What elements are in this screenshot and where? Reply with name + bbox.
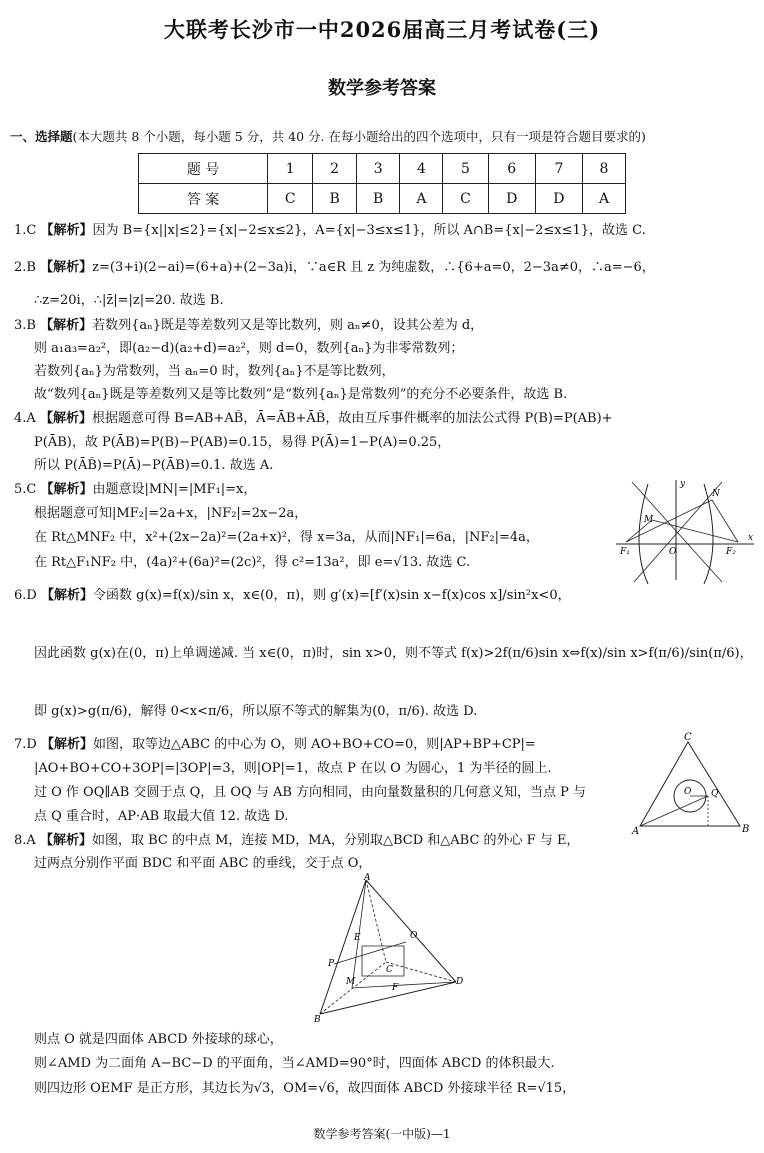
tetrahedron-figure — [310, 872, 470, 1024]
question-number: 2 — [313, 154, 357, 184]
analysis-tag: 【解析】 — [40, 588, 93, 603]
question-number: 1 — [268, 154, 313, 184]
question-number: 7 — [535, 154, 582, 184]
solution-2-line: ∴z=20i，∴|z̄|=|z|=20. 故选 B. — [34, 293, 224, 308]
figure-label: A — [364, 873, 371, 883]
solution-7-line: 点 Q 重合时，AP·AB 取最大值 12. 故选 D. — [34, 809, 289, 824]
solution-3-line: 故“数列{aₙ}既是等差数列又是等比数列”是“数列{aₙ}是常数列”的充分不必要条件，故选 B. — [34, 387, 568, 402]
solution-number: 1. — [14, 223, 27, 238]
solution-1-line — [14, 222, 754, 240]
solution-answer: C — [26, 482, 37, 497]
solution-2-line — [14, 259, 754, 277]
solution-answer: C — [26, 223, 37, 238]
answer-table-number-row — [139, 154, 626, 184]
solution-4-line: 所以 P(ĀB̄)=P(Ā)−P(ĀB)=0.1. 故选 A. — [34, 458, 274, 473]
solution-4-line: P(ĀB)，故 P(ĀB)=P(B)−P(AB)=0.15，易得 P(Ā)=1−P(A)=0.25， — [34, 435, 451, 450]
solution-answer: A — [26, 833, 36, 848]
page-footer: 数学参考答案(一中版)—1 — [313, 1127, 451, 1141]
analysis-tag: 【解析】 — [39, 411, 92, 426]
figure-label: x — [748, 533, 754, 543]
figure-label: F₁ — [620, 547, 630, 557]
solution-3-line: 则 a₁a₃=a₂²，即(a₂−d)(a₂+d)=a₂²，则 d=0，数列{aₙ}为非零常数列； — [34, 341, 464, 356]
solution-answer: D — [26, 588, 37, 603]
figure-label: C — [684, 732, 692, 743]
section-heading-label: 一、选择题 — [10, 129, 73, 144]
analysis-tag: 【解析】 — [39, 833, 92, 848]
solution-6-line — [14, 587, 754, 605]
solution-answer: D — [26, 737, 37, 752]
figure-label: E — [354, 933, 361, 943]
solution-text: 如图，取等边△ABC 的中心为 O，则 AO+BO+CO=0，则|AP+BP+CP|= — [93, 737, 536, 752]
solution-answer: B — [26, 260, 36, 275]
analysis-tag: 【解析】 — [40, 318, 93, 333]
solution-5-line: 在 Rt△F₁NF₂ 中，(4a)²+(6a)²=(2c)²，得 c²=13a²，即 e=√13. 故选 C. — [34, 555, 471, 570]
answer-table-answer-row — [139, 184, 626, 214]
section-heading — [10, 127, 758, 145]
solution-text: 由题意设|MN|=|MF₁|=x， — [92, 482, 257, 497]
solution-7-line — [14, 736, 604, 754]
analysis-tag: 【解析】 — [40, 260, 93, 275]
solution-8-line: 则四边形 OEMF 是正方形，其边长为√3，OM=√6，故四面体 ABCD 外接球半径 R=√15， — [34, 1081, 576, 1096]
solution-6-line: 因此函数 g(x)在(0，π)上单调递减. 当 x∈(0，π)时，sin x>0，则不等式 f(x)>2f(π/6)sin x⇔f(x)/sin x>f(π/6)/sin(π/6)， — [34, 646, 753, 661]
solution-number: 7. — [14, 737, 27, 752]
answer-cell: D — [488, 184, 535, 214]
answer-cell: A — [583, 184, 626, 214]
figure-label: A — [632, 826, 640, 837]
figure-label: M — [346, 977, 356, 987]
answer-cell: C — [268, 184, 313, 214]
analysis-tag: 【解析】 — [40, 737, 93, 752]
solution-7-line: |AO+BO+CO+3OP|=|3OP|=3，则|OP|=1，故点 P 在以 O 为圆心，1 为半径的圆上. — [34, 761, 552, 776]
solution-number: 8. — [14, 833, 27, 848]
table-row-label: 题 号 — [139, 154, 268, 184]
answer-cell: D — [535, 184, 582, 214]
solution-7-line: 过 O 作 OQ∥AB 交圆于点 Q，且 OQ 与 AB 方向相同，由向量数量积的几何意义知，当点 P 与 — [34, 785, 587, 800]
analysis-tag: 【解析】 — [40, 482, 93, 497]
solution-5-line: 根据题意可知|MF₂|=2a+x，|NF₂|=2x−2a， — [34, 506, 308, 521]
question-number: 8 — [583, 154, 626, 184]
figure-label: N — [712, 489, 720, 499]
solution-number: 6. — [14, 588, 27, 603]
solution-answer: B — [26, 318, 36, 333]
solution-5-line: 在 Rt△MNF₂ 中，x²+(2x−2a)²=(2a+x)²，得 x=3a，从而|NF₁|=6a，|NF₂|=4a， — [34, 530, 539, 545]
solution-number: 2. — [14, 260, 27, 275]
figure-label: M — [644, 515, 654, 525]
solution-number: 4. — [14, 411, 27, 426]
figure-label: O — [410, 931, 418, 941]
question-number: 5 — [443, 154, 488, 184]
solution-4-line — [14, 410, 754, 428]
question-number: 4 — [400, 154, 443, 184]
solution-text: 若数列{aₙ}既是等差数列又是等比数列，则 aₙ≠0，设其公差为 d， — [92, 318, 484, 333]
figure-label: Q — [711, 789, 719, 799]
solution-8-line — [14, 832, 754, 850]
hyperbola-figure — [612, 476, 758, 586]
page-subtitle: 数学参考答案 — [328, 78, 436, 99]
page-title: 大联考长沙市一中2026届高三月考试卷(三) — [163, 17, 601, 42]
question-number: 3 — [356, 154, 400, 184]
solution-number: 5. — [14, 482, 27, 497]
solution-5-line — [14, 481, 604, 499]
answer-cell: B — [356, 184, 400, 214]
figure-label: C — [386, 965, 393, 975]
figure-label: B — [314, 1015, 321, 1024]
solution-text: 如图，取 BC 的中点 M，连接 MD，MA，分别取△BCD 和△ABC 的外心 F 与 E， — [91, 833, 580, 848]
solution-answer: A — [26, 411, 36, 426]
answer-cell: A — [400, 184, 443, 214]
figure-label: F₂ — [726, 547, 736, 557]
triangle-figure — [628, 730, 758, 838]
solution-number: 3. — [14, 318, 27, 333]
solution-8-line: 则∠AMD 为二面角 A−BC−D 的平面角，当∠AMD=90°时，四面体 ABCD 的体积最大. — [34, 1056, 555, 1071]
figure-label: D — [456, 977, 464, 987]
solution-text: 根据题意可得 B=AB+AB̄，Ā=ĀB+ĀB̄，故由互斥事件概率的加法公式得 P(B)=P(AB)+ — [91, 411, 613, 426]
question-number: 6 — [488, 154, 535, 184]
section-heading-note: (本大题共 8 个小题，每小题 5 分，共 40 分. 在每小题给出的四个选项中，只有一项是符合题目要求的) — [72, 129, 646, 144]
solution-text: z=(3+i)(2−ai)=(6+a)+(2−3a)i，∵a∈R 且 z 为纯虚数，∴{6+a=0，2−3a≠0，∴a=−6， — [92, 260, 655, 275]
solution-3-line — [14, 317, 754, 335]
solution-6-line: 即 g(x)>g(π/6)，解得 0<x<π/6，所以原不等式的解集为(0，π/6). 故选 D. — [34, 704, 478, 719]
analysis-tag: 【解析】 — [40, 223, 93, 238]
solution-8-line: 过两点分别作平面 BDC 和平面 ABC 的垂线，交于点 O， — [34, 856, 372, 871]
figure-label: P — [328, 959, 335, 969]
solution-8-line: 则点 O 就是四面体 ABCD 外接球的球心， — [34, 1032, 283, 1047]
solution-3-line: 若数列{aₙ}为常数列，当 aₙ=0 时，数列{aₙ}不是等比数列， — [34, 364, 395, 379]
answer-table — [138, 153, 626, 214]
answer-cell: B — [313, 184, 357, 214]
table-row-label: 答 案 — [139, 184, 268, 214]
figure-label: F — [392, 983, 399, 993]
answer-cell: C — [443, 184, 488, 214]
figure-label: y — [680, 479, 686, 489]
solution-text: 因为 B={x||x|≤2}={x|−2≤x≤2}，A={x|−3≤x≤1}，所以 A∩B={x|−2≤x≤1}，故选 C. — [92, 223, 646, 238]
figure-label: B — [742, 824, 750, 835]
figure-label: O — [669, 547, 677, 557]
solution-text: 令函数 g(x)=f(x)/sin x，x∈(0，π)，则 g′(x)=[f′(x)sin x−f(x)cos x]/sin²x<0， — [93, 588, 571, 603]
figure-label: O — [684, 787, 692, 797]
